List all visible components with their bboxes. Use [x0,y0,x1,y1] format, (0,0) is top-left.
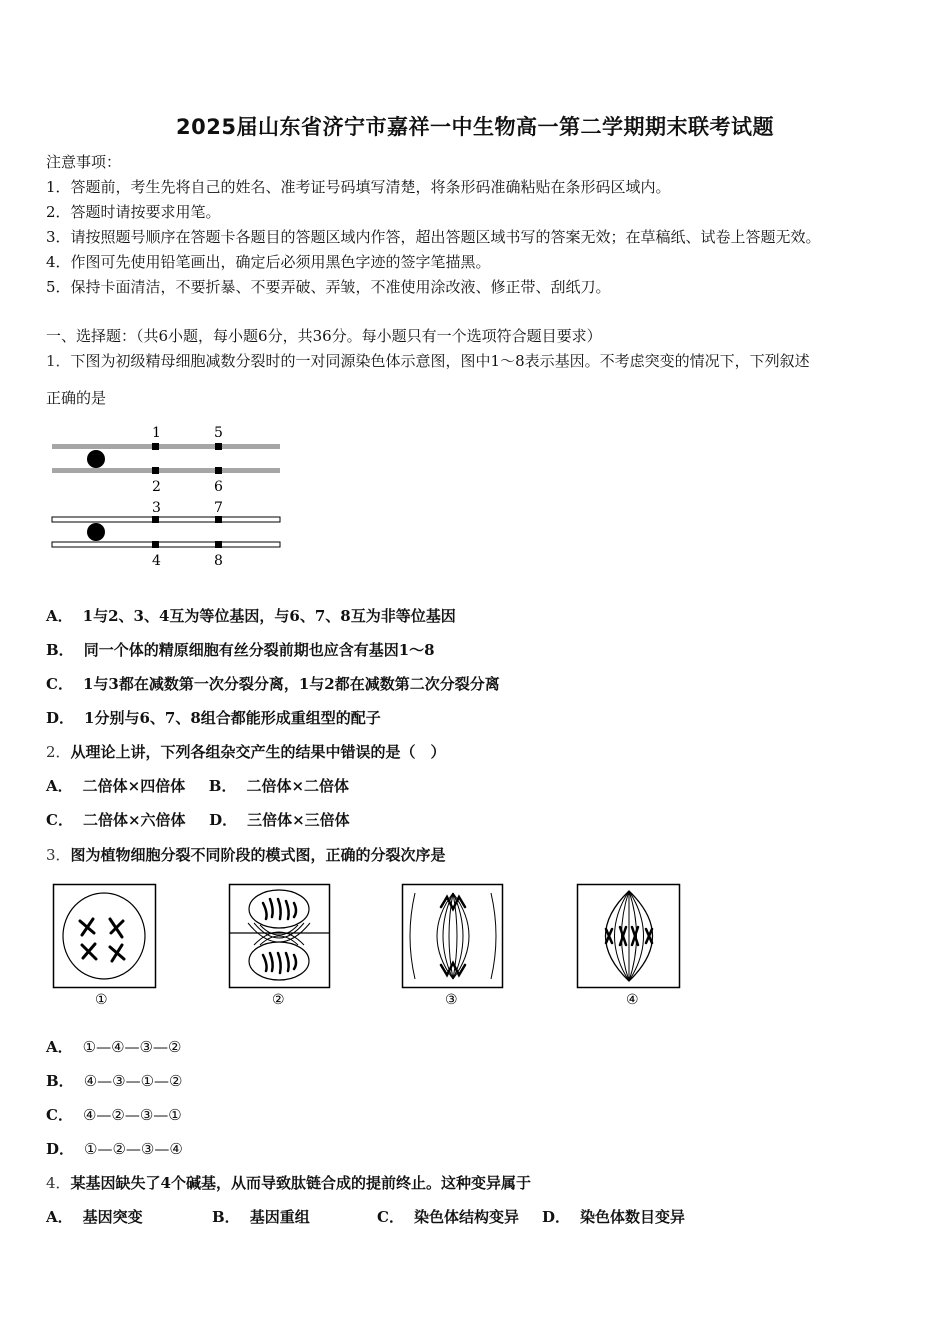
q2-option-a-letter: A． [46,777,73,795]
q4-option-b-letter: B． [212,1208,240,1226]
cell-figure-2-label: ② [272,992,285,1008]
q1-option-a [46,606,456,626]
q1-option-a-letter: A． [46,607,73,625]
q3-number: 3． [46,846,71,864]
notice-heading: 注意事项： [46,153,122,171]
q4-option-a [46,1207,143,1227]
notice-item-3: 3．请按照题号顺序在答题卡各题目的答题区域内作答，超出答题区域书写的答案无效；在草稿纸、试卷上答题无效。 [46,228,821,246]
q3-option-a [46,1037,181,1057]
q4-option-b [212,1207,310,1227]
cell-figure-4 [576,883,682,1009]
q4-stem [46,1173,531,1193]
q2-stem-text: 从理论上讲，下列各组杂交产生的结果中错误的是（ ） [70,743,446,761]
q3-option-b [46,1071,182,1091]
cell-figure-4-label: ④ [626,992,639,1008]
chromatid-3 [52,517,280,522]
gene-mark-5 [215,443,222,450]
gene-label-2: 2 [152,479,161,495]
q3-option-d [46,1139,183,1159]
q4-option-d-text: 染色体数目变异 [580,1208,686,1226]
notice-item-1: 1．答题前，考生先将自己的姓名、准考证号码填写清楚，将条形码准确粘贴在条形码区域内。 [46,178,671,196]
q2-stem [46,742,446,762]
q4-option-b-text: 基因重组 [249,1208,310,1226]
q4-stem-text: 某基因缺失了4个碱基，从而导致肽链合成的提前终止。这种变异属于 [70,1174,531,1192]
q2-option-d-text: 三倍体×三倍体 [247,811,350,829]
centromere-upper [87,450,105,468]
gene-label-4: 4 [152,553,161,569]
cell-figure-1 [52,883,158,1009]
chromosome-diagram [46,420,286,570]
gene-mark-3 [152,516,159,523]
q3-option-c-letter: C． [46,1106,73,1124]
q2-option-d-letter: D． [209,811,238,829]
q1-option-c-letter: C． [46,675,73,693]
q2-option-b-letter: B． [208,777,237,795]
chromatid-1 [52,444,280,449]
q1-stem-line2: 正确的是 [46,389,107,407]
cell-figure-1-label: ① [95,992,108,1008]
chromatid-4 [52,542,280,547]
gene-label-1: 1 [152,425,161,441]
notice-item-2: 2．答题时请按要求用笔。 [46,203,221,221]
q4-option-d [542,1207,685,1227]
gene-mark-8 [215,541,222,548]
q3-stem-text: 图为植物细胞分裂不同阶段的模式图，正确的分裂次序是 [70,846,446,864]
gene-label-3: 3 [152,500,161,516]
q2-options-row1 [46,776,349,796]
cell-figure-3 [401,883,505,1009]
q1-number: 1． [46,352,71,370]
cell-figure-3-label: ③ [445,992,458,1008]
q1-option-d-text: 1分别与6、7、8组合都能形成重组型的配子 [84,709,381,727]
gene-mark-7 [215,516,222,523]
q1-stem-line1 [46,351,810,371]
q1-option-d-letter: D． [46,709,75,727]
gene-mark-6 [215,467,222,474]
q4-option-c [377,1207,519,1227]
gene-mark-2 [152,467,159,474]
q4-option-c-letter: C． [377,1208,404,1226]
q1-option-b-letter: B． [46,641,74,659]
gene-label-8: 8 [214,553,223,569]
q4-option-c-text: 染色体结构变异 [413,1208,519,1226]
section-heading: 一、选择题：（共6小题，每小题6分，共36分。每小题只有一个选项符合题目要求） [46,327,602,345]
q2-options-row2 [46,810,350,830]
gene-mark-4 [152,541,159,548]
q2-number: 2． [46,743,71,761]
q3-stem [46,845,446,865]
q3-option-c [46,1105,182,1125]
q3-option-d-text: ①—②—③—④ [84,1140,183,1158]
q4-number: 4． [46,1174,71,1192]
q3-option-b-text: ④—③—①—② [83,1072,183,1090]
gene-label-7: 7 [214,500,223,516]
q4-option-a-letter: A． [46,1208,73,1226]
q3-option-a-letter: A． [46,1038,73,1056]
cell-figure-2 [228,883,332,1009]
gene-label-5: 5 [214,425,223,441]
q2-option-a-text: 二倍体×四倍体 [82,777,186,795]
gene-label-6: 6 [214,479,223,495]
q3-option-c-text: ④—②—③—① [82,1106,182,1124]
page-title: 2025届山东省济宁市嘉祥一中生物高一第二学期期末联考试题 [176,115,774,139]
notice-item-4: 4．作图可先使用铅笔画出，确定后必须用黑色字迹的签字笔描黑。 [46,253,491,271]
q3-option-a-text: ①—④—③—② [82,1038,182,1056]
q3-option-b-letter: B． [46,1072,74,1090]
q1-option-a-text: 1与2、3、4互为等位基因，与6、7、8互为非等位基因 [82,607,456,625]
gene-mark-1 [152,443,159,450]
notice-item-5: 5．保持卡面清洁，不要折暴、不要弄破、弄皱，不准使用涂改液、修正带、刮纸刀。 [46,278,611,296]
q2-option-c-text: 二倍体×六倍体 [82,811,186,829]
q1-option-b-text: 同一个体的精原细胞有丝分裂前期也应含有基因1～8 [83,641,435,659]
q1-stem-text: 下图为初级精母细胞减数分裂时的一对同源染色体示意图，图中1～8表示基因。不考虑突变的情况下，下列叙述 [70,352,810,370]
q4-option-d-letter: D． [542,1208,571,1226]
chromatid-2 [52,468,280,473]
q1-option-c-text: 1与3都在减数第一次分裂分离，1与2都在减数第二次分裂分离 [82,675,500,693]
q2-option-c-letter: C． [46,811,73,829]
q2-option-b-text: 二倍体×二倍体 [246,777,350,795]
q4-option-a-text: 基因突变 [82,1208,143,1226]
q1-option-d [46,708,381,728]
q1-option-b [46,640,435,660]
centromere-lower [87,523,105,541]
q3-option-d-letter: D． [46,1140,75,1158]
q1-option-c [46,674,500,694]
